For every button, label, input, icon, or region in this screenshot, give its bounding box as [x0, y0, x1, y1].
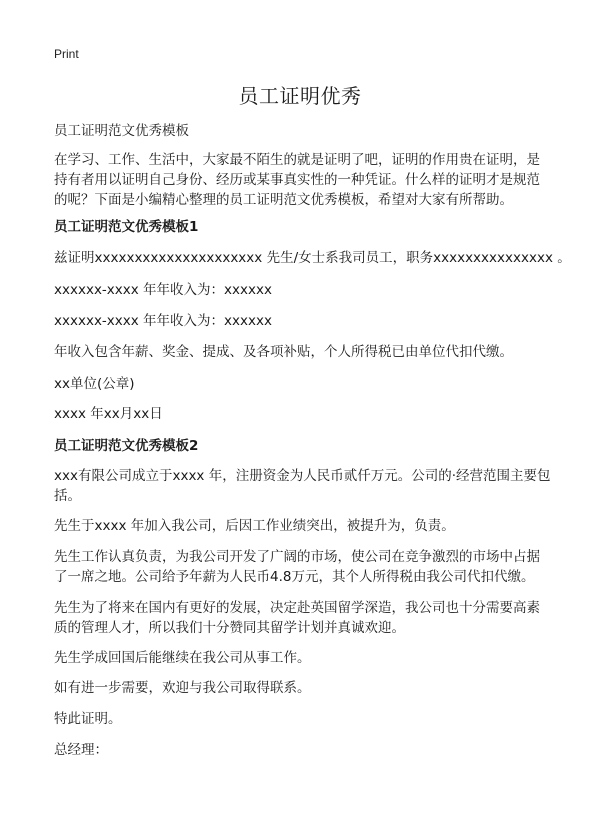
intro-line: 持有者用以证明自己身份、经历或某事真实性的一种凭证。什么样的证明才是规范 [54, 172, 540, 188]
template2-paragraph-4 [54, 598, 552, 638]
page-title: 员工证明优秀 [238, 84, 362, 108]
template1-line1: 兹证明xxxxxxxxxxxxxxxxxxxxx 先生/女士系我司员工，职务xxxxxxxxxxxxxxx 。 [54, 250, 571, 266]
template2-paragraph-5: 先生学成回国后能继续在我公司从事工作。 [54, 650, 311, 666]
template2-paragraph-6: 如有进一步需要，欢迎与我公司取得联系。 [54, 680, 311, 696]
intro-paragraph [54, 150, 552, 210]
template2-line: 括。 [54, 488, 81, 504]
intro-line: 在学习、工作、生活中，大家最不陌生的就是证明了吧，证明的作用贵在证明，是 [54, 152, 540, 168]
template2-line: 先生为了将来在国内有更好的发展，决定赴英国留学深造，我公司也十分需要高素 [54, 600, 540, 616]
intro-subtitle: 员工证明范文优秀模板 [54, 123, 189, 139]
print-label: Print [54, 47, 79, 61]
template2-line: 先生工作认真负责，为我公司开发了广阔的市场，使公司在竞争激烈的市场中占据 [54, 549, 540, 565]
template2-paragraph-7: 特此证明。 [54, 711, 122, 727]
template1-line4: 年收入包含年薪、奖金、提成、及各项补贴，个人所得税已由单位代扣代缴。 [54, 344, 513, 360]
template2-line: 质的管理人才，所以我们十分赞同其留学计划并真诚欢迎。 [54, 620, 405, 636]
template1-line2: xxxxxx-xxxx 年年收入为：xxxxxx [54, 282, 272, 298]
template2-line: xxx有限公司成立于xxxx 年，注册资金为人民币贰仟万元。公司的·经营范围主要包 [54, 468, 551, 484]
template2-paragraph-8: 总经理： [54, 742, 108, 758]
template2-paragraph-2: 先生于xxxx 年加入我公司，后因工作业绩突出，被提升为，负责。 [54, 518, 455, 534]
template2-heading: 员工证明范文优秀模板2 [54, 438, 199, 454]
intro-line: 的呢？下面是小编精心整理的员工证明范文优秀模板，希望对大家有所帮助。 [54, 192, 513, 208]
template2-paragraph-1 [54, 466, 552, 506]
template1-line3: xxxxxx-xxxx 年年收入为：xxxxxx [54, 313, 272, 329]
template2-line: 了一席之地。公司给予年薪为人民币4.8万元，其个人所得税由我公司代扣代缴。 [54, 569, 535, 585]
template1-line5: xx单位(公章) [54, 376, 135, 392]
template1-heading: 员工证明范文优秀模板1 [54, 219, 199, 235]
template1-line6: xxxx 年xx月xx日 [54, 406, 163, 422]
template2-paragraph-3 [54, 547, 552, 587]
